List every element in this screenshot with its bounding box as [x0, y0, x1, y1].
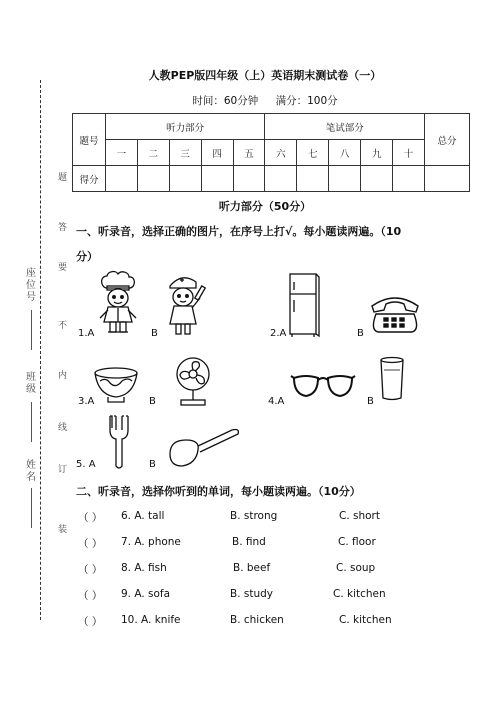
- q5-option-b[interactable]: B: [149, 459, 156, 470]
- exam-time: 时间：60分钟: [192, 95, 259, 107]
- binding-char: 题: [58, 173, 68, 183]
- fan-icon[interactable]: [172, 356, 214, 408]
- writing-header: 笔试部分: [265, 114, 425, 140]
- binding-char: 不: [58, 321, 68, 331]
- col-header: 七: [297, 140, 329, 166]
- col-header: 一: [105, 140, 137, 166]
- option-a: 6. A. tall: [121, 510, 165, 522]
- option-c: C. short: [339, 510, 380, 522]
- glasses-icon[interactable]: [290, 372, 356, 404]
- q4-option-b[interactable]: B: [367, 396, 374, 407]
- col-header: 五: [233, 140, 265, 166]
- glass-icon[interactable]: [378, 356, 406, 402]
- chef-icon[interactable]: [96, 270, 140, 340]
- option-b: B. beef: [233, 562, 271, 574]
- score-row-header: 得分: [73, 166, 106, 192]
- fridge-icon[interactable]: [286, 272, 320, 338]
- score-table: [72, 113, 470, 192]
- fork-icon[interactable]: [106, 414, 132, 472]
- total-header: 总分: [424, 114, 469, 166]
- binding-char: 线: [58, 423, 68, 433]
- q3-option-b[interactable]: B: [149, 396, 156, 407]
- total-score-cell[interactable]: [424, 166, 469, 192]
- score-cell[interactable]: [361, 166, 393, 192]
- score-cell[interactable]: [201, 166, 233, 192]
- option-c: C. floor: [338, 536, 376, 548]
- seat-number-blank[interactable]: [31, 310, 32, 350]
- answer-blank[interactable]: （ ）: [78, 538, 103, 550]
- col-header: 三: [169, 140, 201, 166]
- score-cell[interactable]: [169, 166, 201, 192]
- score-cell[interactable]: [105, 166, 137, 192]
- option-b: B. strong: [230, 510, 278, 522]
- q4-option-a[interactable]: 4.A: [268, 396, 285, 407]
- option-b: B. study: [230, 588, 273, 600]
- listening-header: 听力部分: [105, 114, 265, 140]
- score-cell[interactable]: [137, 166, 169, 192]
- answer-blank[interactable]: （ ）: [78, 590, 103, 602]
- binding-warning-text: [58, 150, 72, 580]
- q3-option-a[interactable]: 3.A: [78, 396, 95, 407]
- binding-char: 要: [58, 263, 68, 273]
- binding-dashed-line: [40, 80, 41, 620]
- exam-full-score: 满分：100分: [275, 95, 338, 107]
- score-cell[interactable]: [233, 166, 265, 192]
- q1-option-b[interactable]: B: [151, 328, 158, 339]
- q5-option-a[interactable]: 5. A: [76, 459, 96, 470]
- option-c: C. kitchen: [339, 614, 392, 626]
- col-header: 四: [201, 140, 233, 166]
- col-header: 六: [265, 140, 297, 166]
- binding-char: 内: [58, 371, 68, 381]
- option-a: 10. A. knife: [121, 614, 181, 626]
- name-label: 姓名: [26, 460, 36, 483]
- part1-instruction-line2: 分）: [76, 250, 98, 263]
- question-number-header: 题号: [73, 114, 106, 166]
- part1-instruction-line1: 一、听录音，选择正确的图片，在序号上打√。每小题读两遍。（10: [76, 225, 402, 238]
- phone-icon[interactable]: [366, 290, 424, 336]
- bowl-icon[interactable]: [92, 365, 140, 405]
- col-header: 二: [137, 140, 169, 166]
- score-cell[interactable]: [265, 166, 297, 192]
- class-blank[interactable]: [31, 402, 32, 442]
- binding-char: 订: [58, 465, 68, 475]
- nurse-icon[interactable]: [162, 272, 210, 340]
- score-cell[interactable]: [329, 166, 361, 192]
- option-a: 9. A. sofa: [121, 588, 171, 600]
- answer-blank[interactable]: （ ）: [78, 616, 103, 628]
- option-b: B. find: [232, 536, 266, 548]
- q1-option-a[interactable]: 1.A: [78, 328, 95, 339]
- listening-section-heading: 听力部分（50分）: [218, 200, 312, 213]
- option-a: 7. A. phone: [121, 536, 181, 548]
- binding-char: 装: [58, 525, 68, 535]
- exam-title: 人教PEP版四年级（上）英语期末测试卷（一）: [148, 69, 382, 82]
- col-header: 十: [393, 140, 425, 166]
- q2-option-b[interactable]: B: [357, 328, 364, 339]
- answer-blank[interactable]: （ ）: [78, 564, 103, 576]
- option-b: B. chicken: [230, 614, 284, 626]
- binding-char: 答: [58, 223, 68, 233]
- option-a: 8. A. fish: [121, 562, 167, 574]
- score-cell[interactable]: [297, 166, 329, 192]
- col-header: 八: [329, 140, 361, 166]
- part2-instruction: 二、听录音，选择你听到的单词，每小题读两遍。（10分）: [76, 485, 361, 498]
- option-c: C. soup: [336, 562, 376, 574]
- class-label: 班级: [26, 372, 36, 395]
- answer-blank[interactable]: （ ）: [78, 512, 103, 524]
- col-header: 九: [361, 140, 393, 166]
- score-cell[interactable]: [393, 166, 425, 192]
- seat-number-label: 座位号: [26, 268, 36, 303]
- spoon-icon[interactable]: [166, 424, 242, 470]
- q2-option-a[interactable]: 2.A: [270, 328, 287, 339]
- option-c: C. kitchen: [333, 588, 386, 600]
- name-blank[interactable]: [31, 488, 32, 528]
- exam-info: [100, 93, 430, 108]
